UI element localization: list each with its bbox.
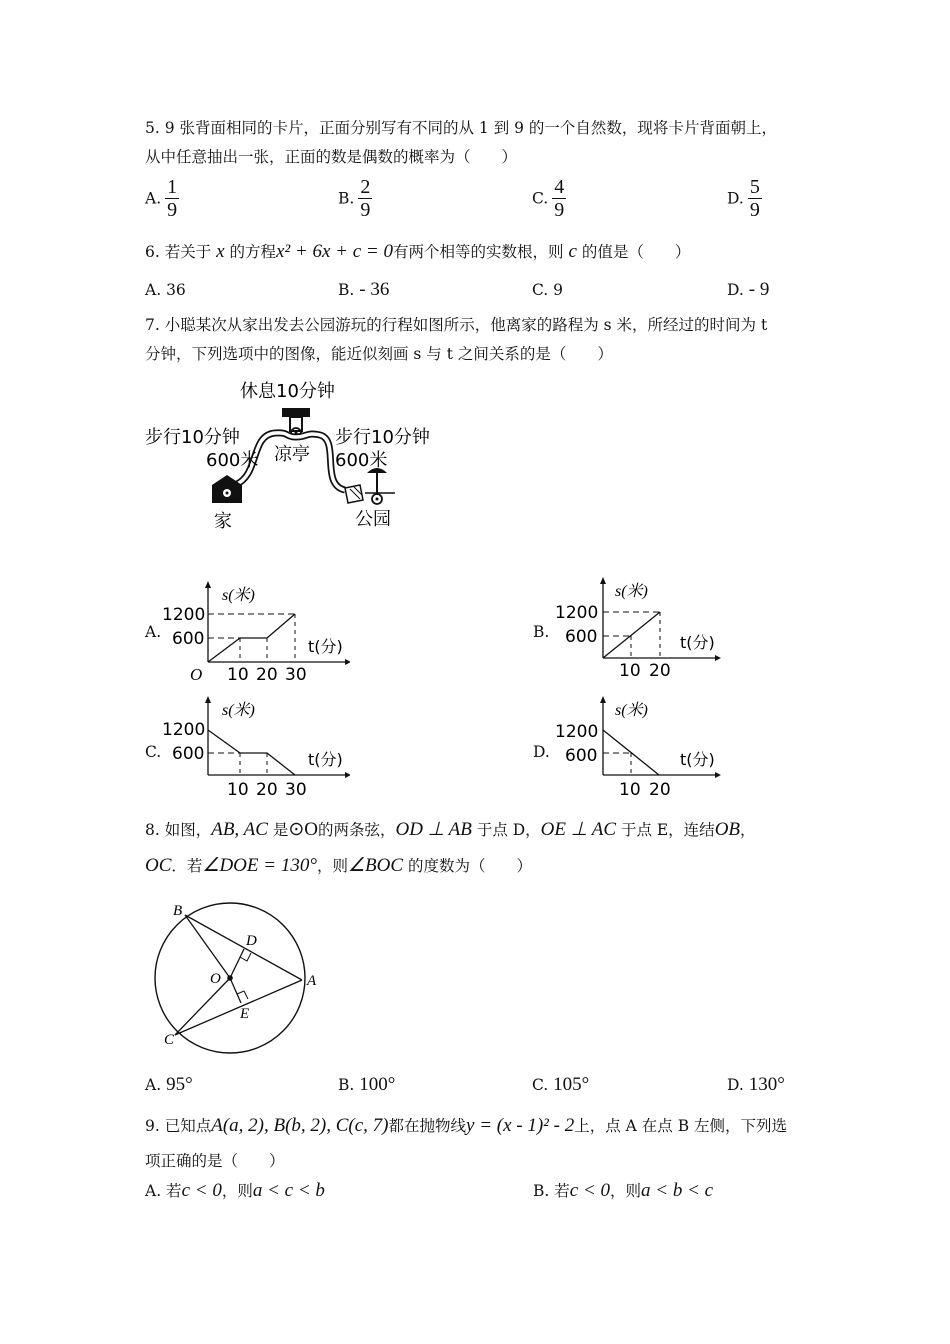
q6-option-a[interactable]: A. 36 (145, 281, 186, 299)
svg-text:20: 20 (649, 661, 671, 681)
route-dist-left: 600米 (206, 450, 259, 471)
option-label: D. (727, 189, 744, 208)
q5-option-a[interactable] (145, 176, 179, 221)
route-walk-right: 步行10分钟 (335, 427, 430, 448)
route-dist-right: 600米 (335, 450, 388, 471)
route-figure (140, 375, 450, 535)
q7-graph-b[interactable] (555, 576, 730, 686)
q6-text: 6. 若关于 x 的方程x² + 6x + c = 0有两个相等的实数根，则 c 的值是（ ） (145, 241, 691, 262)
svg-text:s(米): s(米) (615, 583, 648, 600)
q9-option-a[interactable]: A. 若c < 0，则a < c < b (145, 1180, 325, 1201)
svg-text:1200: 1200 (555, 603, 599, 623)
svg-text:30: 30 (285, 665, 307, 685)
q7-graph-a[interactable] (160, 580, 350, 690)
option-label: B. (338, 189, 355, 208)
q5-text-line1: 5. 9 张背面相同的卡片，正面分别写有不同的从 1 到 9 的一个自然数，现将卡片背面朝上， (145, 119, 777, 137)
svg-text:600: 600 (172, 629, 205, 649)
svg-text:t(分): t(分) (308, 750, 343, 769)
q6-option-b[interactable]: B. - 36 (338, 279, 390, 300)
q8-option-b[interactable]: B. 100° (338, 1074, 396, 1095)
park-icon (345, 468, 395, 504)
svg-text:D: D (246, 933, 257, 949)
fraction: $\frac{5}{9}$ (749, 176, 760, 221)
route-park: 公园 (355, 509, 391, 530)
q6-option-d[interactable]: D. - 9 (727, 279, 770, 300)
q8-text-line1: 8. 如图，AB, AC 是⊙O的两条弦，OD ⊥ AB 于点 D，OE ⊥ AC 于点 E，连结OB， (145, 819, 756, 840)
svg-text:20: 20 (649, 780, 671, 800)
svg-text:s(米): s(米) (222, 702, 255, 719)
svg-text:600: 600 (172, 744, 205, 764)
svg-text:10: 10 (619, 780, 641, 800)
q7-graph-d[interactable] (555, 695, 730, 805)
option-label: A. (145, 189, 162, 208)
route-pavilion: 凉亭 (274, 444, 310, 465)
svg-text:1200: 1200 (555, 722, 599, 742)
route-home: 家 (214, 511, 232, 532)
q8-option-a[interactable]: A. 95° (145, 1074, 193, 1095)
q9-text-line2: 项正确的是（ ） (145, 1152, 285, 1170)
svg-text:t(分): t(分) (680, 633, 715, 652)
svg-text:O: O (210, 971, 221, 987)
q8-circle-figure (150, 895, 330, 1055)
q8-text-line2: OC．若∠DOE = 130°，则∠BOC 的度数为（ ） (145, 855, 532, 876)
q5-text-line2: 从中任意抽出一张，正面的数是偶数的概率为（ ） (145, 148, 518, 166)
svg-text:1200: 1200 (162, 720, 206, 740)
q8-option-d[interactable]: D. 130° (727, 1074, 785, 1095)
option-label: C. (532, 189, 549, 208)
svg-text:600: 600 (565, 627, 598, 647)
q7-option-c-label[interactable]: C. (145, 743, 162, 761)
q7-graph-c[interactable] (160, 695, 350, 805)
svg-text:s(米): s(米) (615, 702, 648, 719)
svg-text:O: O (190, 665, 203, 684)
svg-text:C: C (164, 1032, 175, 1048)
q9-option-b[interactable]: B. 若c < 0，则a < b < c (533, 1180, 714, 1201)
q8-option-c[interactable]: C. 105° (532, 1074, 590, 1095)
svg-text:1200: 1200 (162, 605, 206, 625)
q5-option-b[interactable] (338, 176, 372, 221)
route-walk-left: 步行10分钟 (145, 427, 240, 448)
svg-text:10: 10 (227, 780, 249, 800)
home-icon (212, 475, 242, 503)
svg-text:10: 10 (619, 661, 641, 681)
svg-text:E: E (240, 1006, 250, 1022)
svg-text:10: 10 (227, 665, 249, 685)
svg-text:600: 600 (565, 746, 598, 766)
q7-text-line2: 分钟，下列选项中的图像，能近似刻画 s 与 t 之间关系的是（ ） (145, 345, 613, 363)
route-rest-label: 休息10分钟 (240, 381, 335, 402)
svg-text:s(米): s(米) (222, 587, 255, 604)
q7-option-b-label[interactable]: B. (533, 623, 550, 641)
svg-text:20: 20 (256, 780, 278, 800)
svg-text:t(分): t(分) (680, 750, 715, 769)
fraction: $\frac{2}{9}$ (360, 176, 371, 221)
fraction: $\frac{1}{9}$ (167, 176, 178, 221)
fraction: $\frac{4}{9}$ (554, 176, 565, 221)
q5-option-c[interactable] (532, 176, 566, 221)
q7-option-d-label[interactable]: D. (533, 743, 550, 761)
q6-option-c[interactable]: C. 9 (532, 281, 564, 299)
q5-option-d[interactable] (727, 176, 762, 221)
svg-text:20: 20 (256, 665, 278, 685)
q7-text-line1: 7. 小聪某次从家出发去公园游玩的行程如图所示，他离家的路程为 s 米，所经过的时间为 t (145, 316, 768, 334)
q6-equation: x² + 6x + c = 0 (276, 241, 394, 262)
svg-text:B: B (173, 903, 183, 919)
svg-text:A: A (307, 973, 317, 989)
q7-option-a-label[interactable]: A. (145, 623, 162, 641)
q9-text-line1: 9. 已知点A(a, 2), B(b, 2), C(c, 7)都在抛物线y = (x - 1)² - 2上，点 A 在点 B 左侧，下列选 (145, 1115, 788, 1136)
svg-text:t(分): t(分) (308, 637, 343, 656)
svg-text:30: 30 (285, 780, 307, 800)
